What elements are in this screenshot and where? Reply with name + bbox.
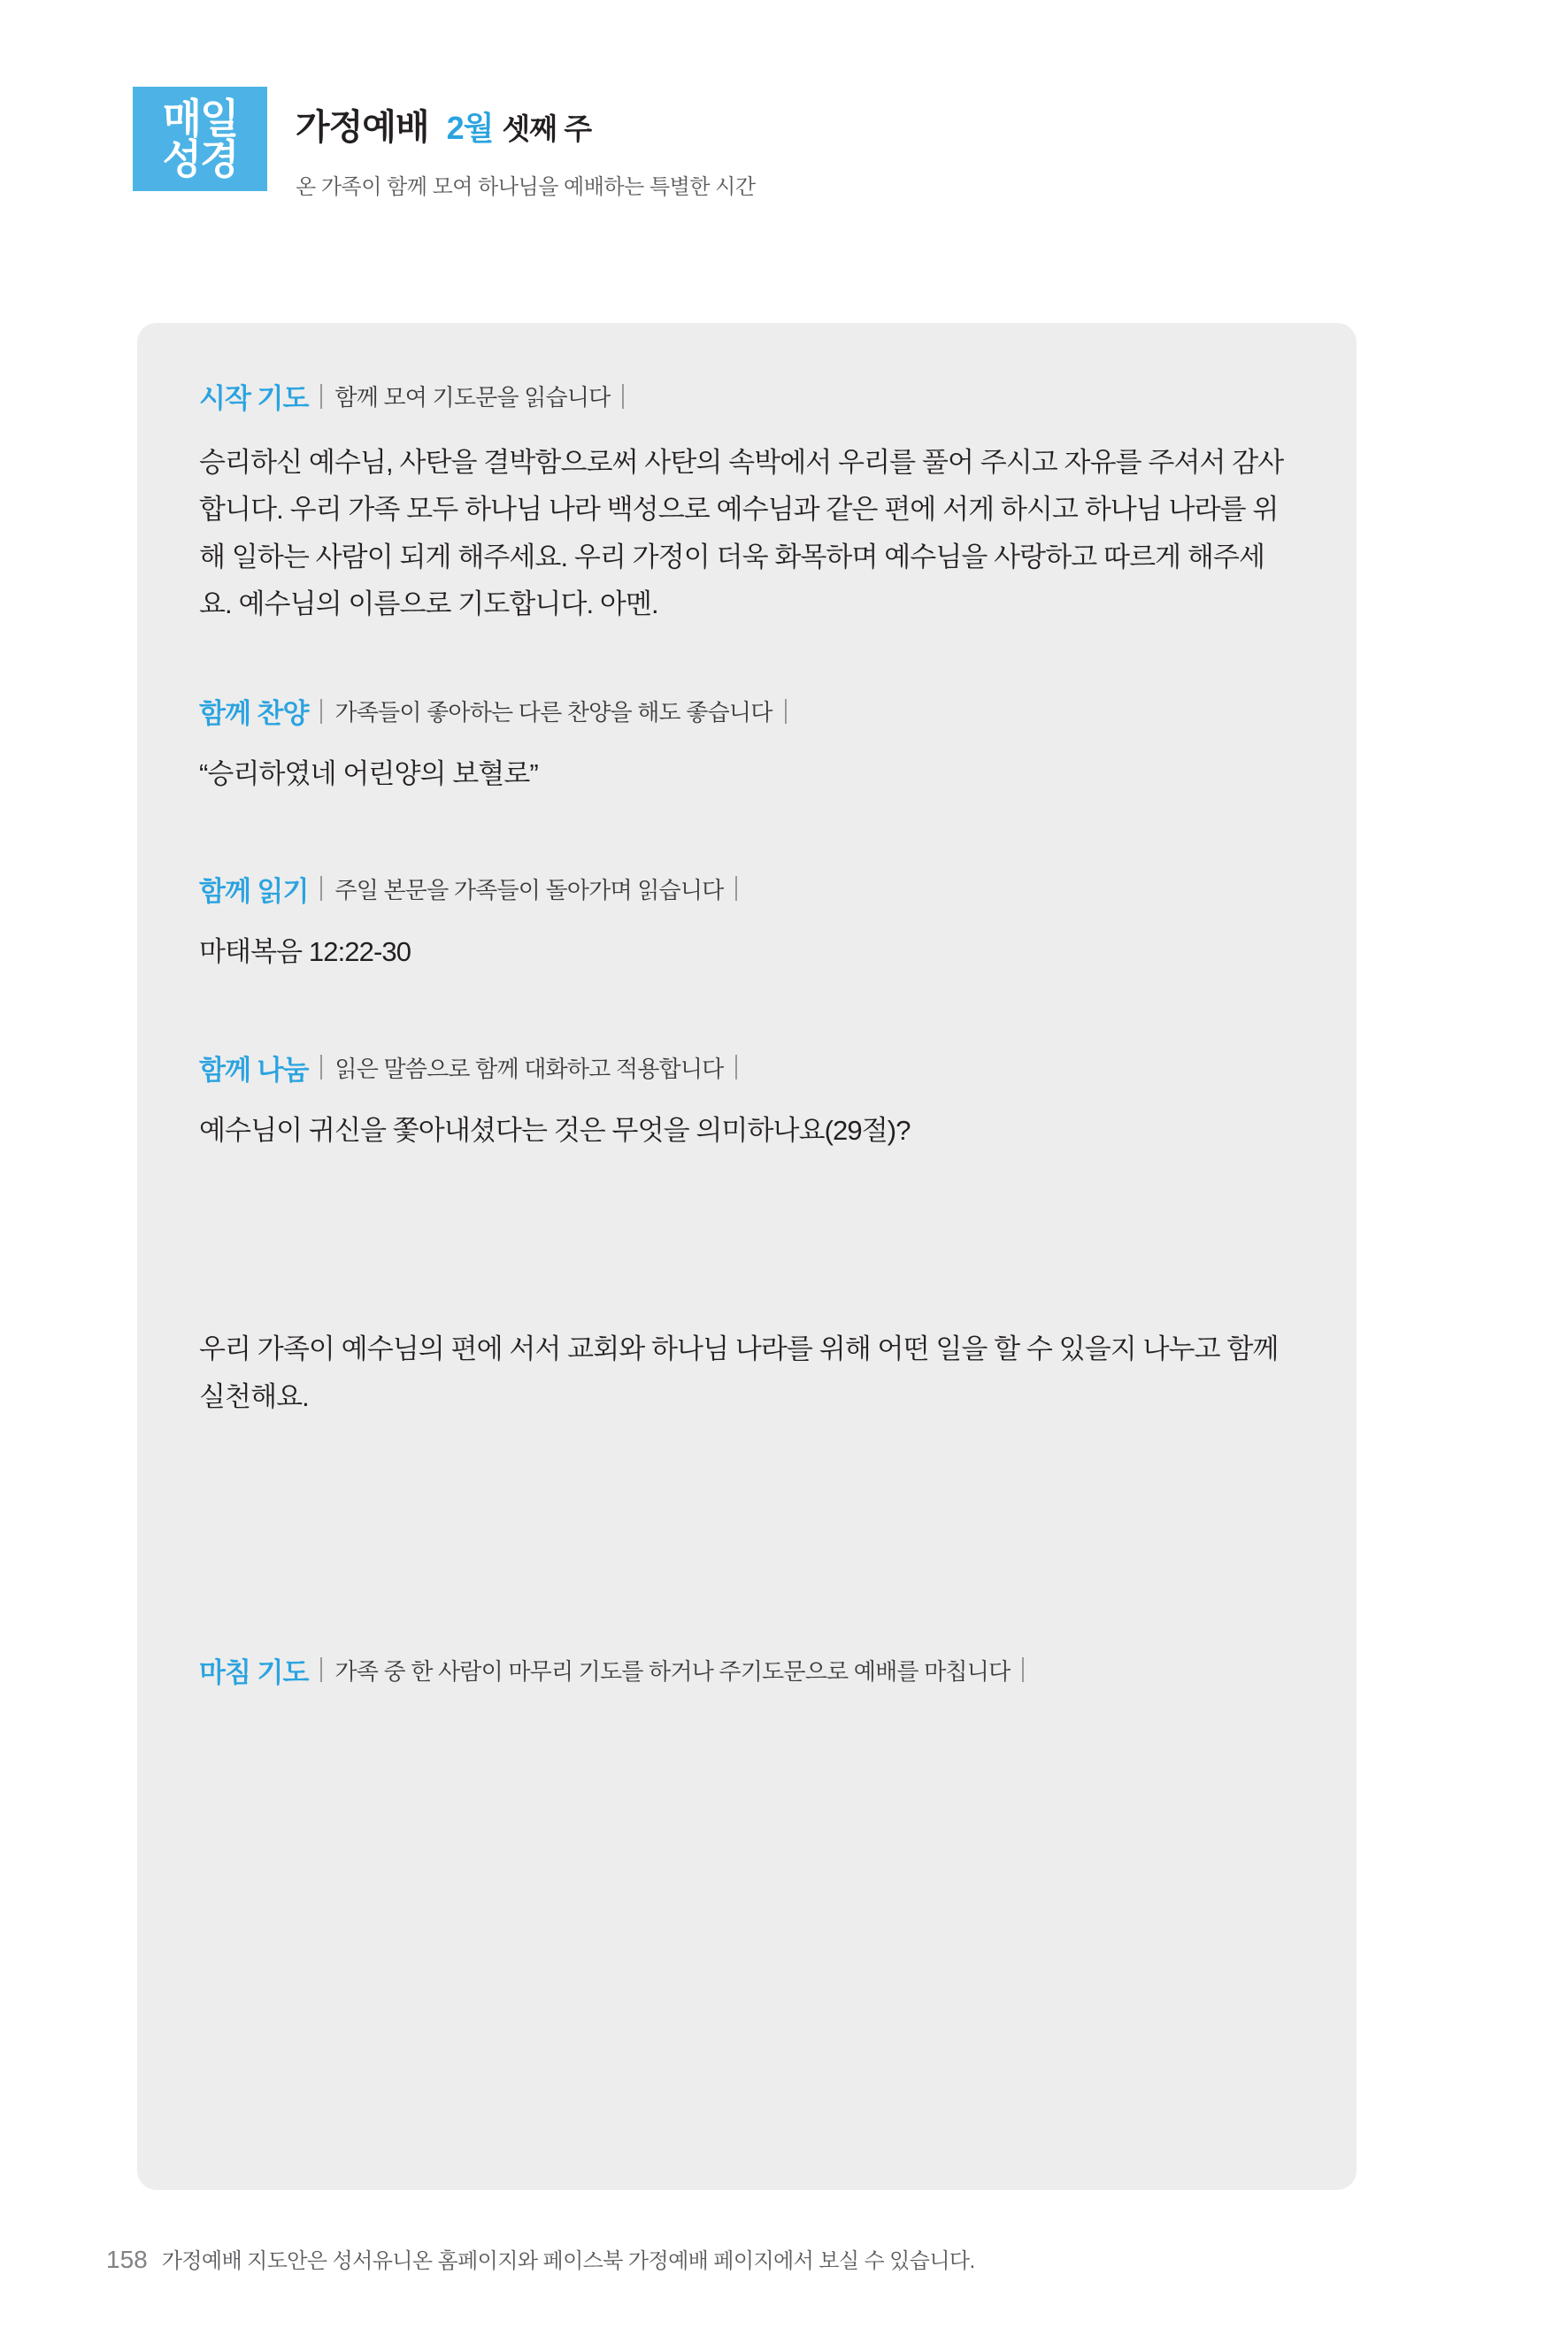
divider-bar-icon (1022, 1657, 1024, 1682)
section-body: 승리하신 예수님, 사탄을 결박함으로써 사탄의 속박에서 우리를 풀어 주시고 자유를 주셔서 감사합니다. 우리 가족 모두 하나님 나라 백성으로 예수님과 같은 편에 서게 하시고 하나님 나라를 위해 일하는 사람이 되게 해주세요. 우리 가정이 더욱 화목하며 예수님을 사랑하고 따르게 해주세요. 예수님의 이름으로 기도합니다. 아멘. (199, 447, 1284, 619)
divider-bar-icon (785, 699, 787, 724)
section-praise (199, 691, 1295, 797)
section-title: 마침 기도 (199, 1656, 309, 1688)
section-header (199, 1650, 1295, 1690)
header-title-row (296, 99, 756, 150)
section-reading (199, 869, 1295, 975)
section-header (199, 1048, 1295, 1087)
worship-guide-card (137, 323, 1357, 2190)
divider-bar-icon (622, 384, 624, 409)
section-header (199, 376, 1295, 416)
section-description: 가족 중 한 사람이 마무리 기도를 하거나 주기도문으로 예배를 마칩니다 (334, 1657, 1011, 1685)
divider-bar-icon (735, 1055, 737, 1079)
section-title: 시작 기도 (199, 383, 309, 414)
section-title: 함께 읽기 (199, 875, 309, 907)
divider-bar-icon (735, 876, 737, 901)
header-week: 셋째 주 (502, 112, 592, 145)
section-header (199, 869, 1295, 909)
section-description: 주일 본문을 가족들이 돌아가며 읽습니다 (334, 876, 724, 903)
divider-bar-icon (320, 384, 322, 409)
logo-line-2: 성경 (162, 136, 238, 182)
page-header (133, 87, 756, 200)
logo-line-1: 매일 (162, 96, 238, 142)
section-description: 가족들이 좋아하는 다른 찬양을 해도 좋습니다 (334, 699, 772, 726)
footer-note: 가정예배 지도안은 성서유니온 홈페이지와 페이스북 가정예배 페이지에서 보실 수 있습니다. (161, 2249, 975, 2273)
header-text-block (296, 87, 756, 200)
card-content (137, 323, 1357, 1743)
maeil-seonggyeong-logo (133, 87, 267, 191)
header-subtitle: 온 가족이 함께 모여 하나님을 예배하는 특별한 시간 (296, 175, 756, 199)
divider-bar-icon (320, 699, 322, 724)
section-closing-prayer (199, 1650, 1295, 1690)
sharing-question-1: 예수님이 귀신을 쫓아내셨다는 것은 무엇을 의미하나요(29절)? (199, 1114, 911, 1146)
page-number: 158 (106, 2246, 148, 2273)
divider-bar-icon (320, 1055, 322, 1079)
page-footer (106, 2243, 975, 2274)
section-description: 함께 모여 기도문을 읽습니다 (334, 384, 611, 411)
section-title: 함께 나눔 (199, 1054, 309, 1086)
section-sharing (199, 1048, 1295, 1420)
section-title: 함께 찬양 (199, 698, 309, 730)
sharing-question-2: 우리 가족이 예수님의 편에 서서 교회와 하나님 나라를 위해 어떤 일을 할 수 있을지 나누고 함께 실천해요. (199, 1333, 1279, 1412)
divider-bar-icon (320, 876, 322, 901)
section-header (199, 691, 1295, 731)
section-body: “승리하였네 어린양의 보혈로” (199, 758, 538, 790)
section-opening-prayer (199, 376, 1295, 627)
header-month: 2월 (446, 110, 494, 146)
scripture-reference: 마태복음 12:22-30 (199, 935, 411, 967)
section-description: 읽은 말씀으로 함께 대화하고 적용합니다 (334, 1055, 724, 1082)
page-title: 가정예배 (296, 108, 429, 147)
divider-bar-icon (320, 1657, 322, 1682)
